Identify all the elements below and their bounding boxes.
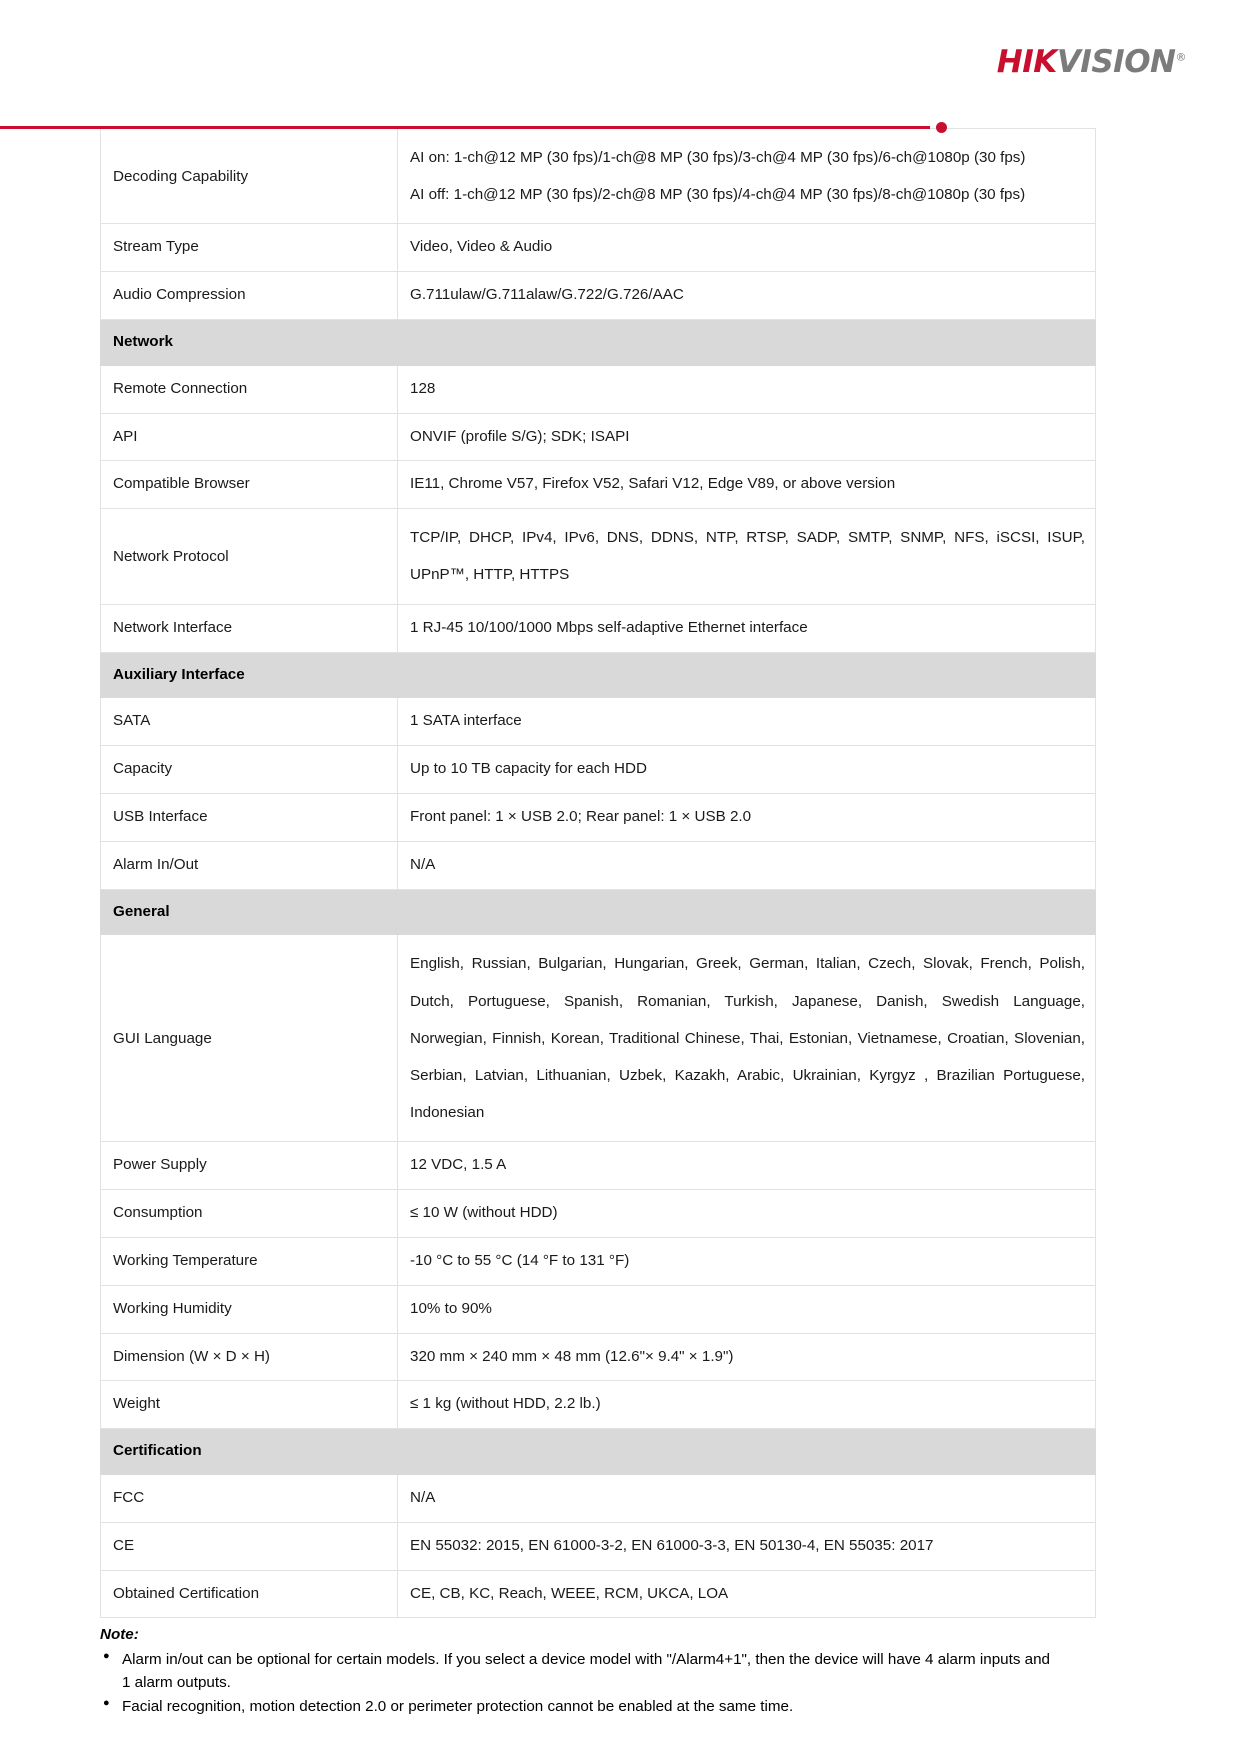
spec-value: Video, Video & Audio <box>398 224 1096 272</box>
spec-label: Remote Connection <box>101 365 398 413</box>
spec-value: 10% to 90% <box>398 1285 1096 1333</box>
spec-row <box>101 841 1096 889</box>
spec-row <box>101 1285 1096 1333</box>
spec-value: ≤ 10 W (without HDD) <box>398 1190 1096 1238</box>
spec-section-header-row <box>101 1429 1096 1475</box>
header-rule-group <box>0 122 1241 136</box>
spec-label: Power Supply <box>101 1142 398 1190</box>
spec-value <box>398 129 1096 224</box>
spec-label: Working Humidity <box>101 1285 398 1333</box>
spec-row <box>101 129 1096 224</box>
header-red-rule <box>0 126 930 129</box>
spec-value: IE11, Chrome V57, Firefox V52, Safari V12, Edge V89, or above version <box>398 461 1096 509</box>
spec-label: Compatible Browser <box>101 461 398 509</box>
spec-value: Up to 10 TB capacity for each HDD <box>398 746 1096 794</box>
spec-label: Consumption <box>101 1190 398 1238</box>
spec-row <box>101 1238 1096 1286</box>
spec-value <box>398 509 1096 604</box>
spec-label: Audio Compression <box>101 272 398 320</box>
specification-table <box>100 128 1096 1618</box>
spec-label: Network Interface <box>101 604 398 652</box>
spec-row <box>101 509 1096 604</box>
spec-value-line: AI off: 1-ch@12 MP (30 fps)/2-ch@8 MP (30 fps)/4-ch@4 MP (30 fps)/8-ch@1080p (30 fps) <box>410 186 1026 204</box>
hikvision-logo <box>997 44 1186 80</box>
spec-value: N/A <box>398 841 1096 889</box>
spec-section-header-row <box>101 889 1096 935</box>
note-item: ● Facial recognition, motion detection 2.0 or perimeter protection cannot be enabled at the same time. <box>100 1696 1051 1719</box>
spec-row <box>101 1570 1096 1618</box>
spec-label: USB Interface <box>101 793 398 841</box>
spec-row <box>101 224 1096 272</box>
spec-value-line: AI on: 1-ch@12 MP (30 fps)/1-ch@8 MP (30 fps)/3-ch@4 MP (30 fps)/6-ch@1080p (30 fps) <box>410 149 1026 166</box>
note-title: Note: <box>100 1626 139 1644</box>
spec-row <box>101 413 1096 461</box>
spec-label: Capacity <box>101 746 398 794</box>
spec-label: Weight <box>101 1381 398 1429</box>
logo-hik-text: HIK <box>996 44 1057 80</box>
spec-value: ONVIF (profile S/G); SDK; ISAPI <box>398 413 1096 461</box>
spec-value: 12 VDC, 1.5 A <box>398 1142 1096 1190</box>
spec-row <box>101 1142 1096 1190</box>
spec-section-label: General <box>101 889 1096 935</box>
spec-value: 128 <box>398 365 1096 413</box>
spec-row <box>101 1333 1096 1381</box>
note-list <box>100 1649 1051 1718</box>
spec-label: Decoding Capability <box>101 129 398 224</box>
spec-value: G.711ulaw/G.711alaw/G.722/G.726/AAC <box>398 272 1096 320</box>
spec-value-line: English, Russian, Bulgarian, Hungarian, Greek, German, Italian, Czech, Slovak, French, Polish, Dutch, Portuguese, Spanish, Romanian, Turkish, Japanese, Danish, Swedish Language, Norwegian, Finnish, Korean, Traditional Chinese, Thai, Estonian, Vietnamese, Croatian, Slovenian, Serbian, Latvian, Lithuanian, Uzbek, Kazakh, Arabic, Ukrainian, Kyrgyz , Brazilian Portuguese, Indonesian <box>410 955 1085 1122</box>
spec-label: GUI Language <box>101 935 398 1142</box>
spec-row <box>101 461 1096 509</box>
spec-section-header-row <box>101 320 1096 366</box>
spec-row <box>101 1190 1096 1238</box>
spec-label: Working Temperature <box>101 1238 398 1286</box>
spec-row <box>101 1381 1096 1429</box>
spec-label: Dimension (W × D × H) <box>101 1333 398 1381</box>
spec-value: 1 RJ-45 10/100/1000 Mbps self-adaptive Ethernet interface <box>398 604 1096 652</box>
logo-vision-text: VISION <box>1056 44 1176 80</box>
specification-table-wrap <box>100 128 1085 1618</box>
note-item: ● Alarm in/out can be optional for certain models. If you select a device model with "/Alarm4+1", then the device will have 4 alarm inputs and 1 alarm outputs. <box>100 1649 1051 1695</box>
spec-value: EN 55032: 2015, EN 61000-3-2, EN 61000-3-3, EN 50130-4, EN 55035: 2017 <box>398 1522 1096 1570</box>
spec-section-label: Auxiliary Interface <box>101 652 1096 698</box>
spec-label: CE <box>101 1522 398 1570</box>
spec-value: CE, CB, KC, Reach, WEEE, RCM, UKCA, LOA <box>398 1570 1096 1618</box>
spec-value <box>398 935 1096 1142</box>
spec-row <box>101 272 1096 320</box>
spec-label: API <box>101 413 398 461</box>
spec-row <box>101 604 1096 652</box>
spec-value-line: TCP/IP, DHCP, IPv4, IPv6, DNS, DDNS, NTP, RTSP, SADP, SMTP, SNMP, NFS, iSCSI, ISUP, UPnP™, HTTP, HTTPS <box>410 529 1085 584</box>
spec-label: Network Protocol <box>101 509 398 604</box>
spec-row <box>101 365 1096 413</box>
note-block <box>100 1624 1051 1718</box>
page-header <box>0 0 1241 128</box>
spec-value: 320 mm × 240 mm × 48 mm (12.6"× 9.4" × 1.9") <box>398 1333 1096 1381</box>
spec-section-label: Network <box>101 320 1096 366</box>
spec-label: Alarm In/Out <box>101 841 398 889</box>
spec-section-header-row <box>101 652 1096 698</box>
registered-trademark-icon: ® <box>1175 50 1186 64</box>
spec-value: N/A <box>398 1475 1096 1523</box>
spec-value: -10 °C to 55 °C (14 °F to 131 °F) <box>398 1238 1096 1286</box>
spec-label: Obtained Certification <box>101 1570 398 1618</box>
spec-row <box>101 1522 1096 1570</box>
spec-value: ≤ 1 kg (without HDD, 2.2 lb.) <box>398 1381 1096 1429</box>
spec-value: Front panel: 1 × USB 2.0; Rear panel: 1 × USB 2.0 <box>398 793 1096 841</box>
spec-row <box>101 698 1096 746</box>
spec-value: 1 SATA interface <box>398 698 1096 746</box>
spec-row <box>101 793 1096 841</box>
spec-row <box>101 1475 1096 1523</box>
spec-label: Stream Type <box>101 224 398 272</box>
spec-row <box>101 935 1096 1142</box>
spec-section-label: Certification <box>101 1429 1096 1475</box>
spec-label: SATA <box>101 698 398 746</box>
header-red-dot-icon <box>936 122 947 133</box>
spec-row <box>101 746 1096 794</box>
spec-label: FCC <box>101 1475 398 1523</box>
